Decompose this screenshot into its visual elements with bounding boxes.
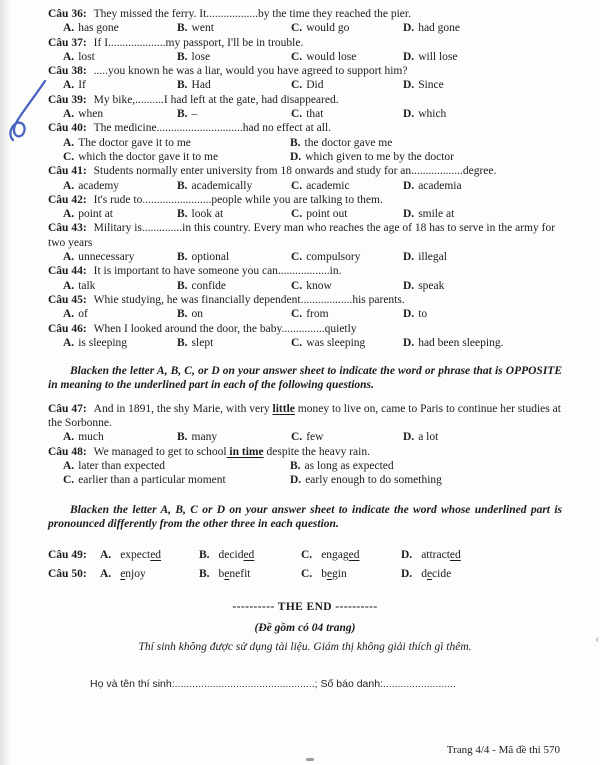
option-text: on [191, 308, 204, 321]
option-text: d [421, 567, 427, 580]
option-text: point out [306, 208, 348, 221]
option-letter: C. [291, 79, 303, 92]
answer-option [63, 107, 177, 121]
option-letter: C. [291, 279, 303, 292]
option-letter: B. [177, 431, 188, 444]
option-letter: C. [291, 431, 303, 444]
option-text: will lose [418, 50, 458, 63]
option-letter: C. [301, 567, 313, 580]
option-text: later than expected [78, 459, 166, 472]
answer-option [403, 279, 562, 293]
answer-option [403, 78, 562, 92]
question-sentence [94, 8, 411, 20]
question-sentence [94, 446, 370, 458]
option-letter: C. [63, 150, 75, 163]
answer-option [291, 78, 403, 92]
option-letter: B. [177, 79, 188, 92]
underlined-term: little [272, 402, 295, 415]
answer-option [177, 207, 291, 221]
option-letter: B. [177, 251, 188, 264]
answer-option [177, 279, 291, 293]
page-number-and-code: Trang 4/4 - Mã đề thi 570 [446, 744, 560, 756]
option-letter: B. [290, 459, 301, 472]
answer-option [291, 107, 403, 121]
option-text: had been sleeping. [418, 336, 504, 349]
answer-option [177, 336, 291, 350]
option-letter: A. [63, 50, 75, 63]
option-text: as long as expected [304, 459, 394, 472]
question-stem [48, 445, 562, 459]
option-letter: C. [291, 208, 303, 221]
question-text: My bike,..........I had left at the gate, had disappeared. [93, 93, 339, 106]
option-letter: A. [63, 136, 75, 149]
option-underlined-part: e [224, 567, 230, 580]
question-sentence [94, 65, 408, 77]
question-stem [48, 93, 562, 107]
question-text: Students normally enter university from 18 onwards and study for an..................degree. [93, 165, 497, 178]
option-text: Since [418, 79, 444, 92]
option-text-after: gin [332, 567, 347, 580]
question-sentence [94, 165, 497, 177]
answer-option [177, 21, 291, 35]
question [48, 7, 562, 36]
options-row [48, 250, 562, 264]
answer-option [291, 336, 403, 350]
answer-option [403, 307, 562, 321]
question [48, 64, 562, 93]
option-text-after: nefit [229, 567, 251, 580]
option-text: would lose [306, 50, 357, 63]
option-letter: D. [403, 22, 415, 35]
options-row [48, 279, 562, 293]
option-text-after: njoy [125, 567, 146, 580]
answer-option [401, 565, 562, 584]
option-letter: C. [291, 179, 303, 192]
question [48, 293, 562, 322]
answer-option [291, 21, 403, 35]
option-letter: C. [291, 50, 303, 63]
question-number: Câu 37: [48, 36, 87, 49]
question-number: Câu 45: [48, 293, 87, 306]
option-text: many [191, 431, 218, 444]
option-text: engag [321, 549, 349, 562]
option-letter: A. [63, 336, 75, 349]
option-text: academia [418, 179, 462, 192]
question-block-36-46 [48, 7, 562, 350]
option-letter: D. [403, 79, 415, 92]
option-letter: A. [63, 208, 75, 221]
exam-rules-note: Thí sinh không được sử dụng tài liệu. Giám thị không giải thích gì thêm. [138, 640, 472, 653]
option-text: b [321, 567, 327, 580]
option-letter: A. [100, 567, 112, 580]
question [48, 221, 562, 264]
section-instruction-pronunciation: Blacken the letter A, B, C or D on your answer sheet to indicate the word whose underlined part is pronounced differently from the other three in each question. [48, 503, 562, 530]
question-stem [48, 193, 562, 207]
option-letter: A. [63, 108, 75, 121]
options-row [48, 78, 562, 92]
option-text: If [78, 79, 86, 92]
option-letter: C. [291, 22, 303, 35]
option-letter: B. [177, 208, 188, 221]
option-text: look at [191, 208, 224, 221]
option-text: few [306, 431, 324, 444]
option-letter: C. [63, 474, 75, 487]
question-stem [48, 221, 562, 250]
option-text: optional [191, 251, 230, 264]
question [48, 264, 562, 293]
answer-option [199, 565, 301, 584]
question-block-47-48 [48, 402, 562, 488]
answer-option [291, 207, 403, 221]
question-text: And in 1891, the shy Marie, with very [93, 402, 273, 415]
answer-option [63, 21, 177, 35]
question-text-after: despite the heavy rain. [263, 445, 370, 458]
answer-option [291, 250, 403, 264]
question-stem [48, 293, 562, 307]
question-text: The medicine..............................had no effect at all. [93, 122, 332, 135]
option-letter: A. [63, 79, 75, 92]
scan-speck [306, 758, 314, 761]
option-text: compulsory [306, 251, 361, 264]
question-stem [48, 264, 562, 278]
answer-option [403, 50, 562, 64]
option-text: that [306, 108, 324, 121]
option-letter: B. [199, 549, 210, 562]
question-text: Whie studying, he was financially dependent..................his parents. [93, 293, 405, 306]
question-text: Military is..............in this country. Every man who reaches the age of 18 has to serve in the army for two years [48, 222, 556, 249]
question-sentence [48, 403, 561, 429]
answer-option [199, 546, 301, 565]
option-letter: A. [63, 22, 75, 35]
option-text: academically [191, 179, 253, 192]
option-letter: B. [177, 279, 188, 292]
option-text: had gone [418, 22, 461, 35]
option-letter: D. [403, 208, 415, 221]
pages-count-note: (Đề gồm có 04 trang) [254, 622, 356, 635]
question-stem [48, 36, 562, 50]
answer-option [403, 107, 562, 121]
option-text: academic [306, 179, 350, 192]
question-number: Câu 47: [48, 402, 87, 415]
option-underlined-part: ed [348, 549, 360, 562]
question-stem [48, 64, 562, 78]
option-text: academy [78, 179, 120, 192]
question-number: Câu 46: [48, 322, 87, 335]
option-letter: D. [403, 279, 415, 292]
answer-option [403, 430, 562, 444]
answer-option [63, 150, 290, 164]
answer-option [177, 430, 291, 444]
question-number: Câu 48: [48, 445, 87, 458]
option-underlined-part: e [426, 567, 433, 580]
answer-option [177, 107, 291, 121]
option-letter: B. [290, 136, 301, 149]
option-text: is sleeping [78, 336, 128, 349]
option-text: the doctor gave me [304, 136, 393, 149]
question [48, 93, 562, 122]
option-text: confide [191, 279, 227, 292]
answer-option [177, 307, 291, 321]
options-row [48, 136, 562, 165]
answer-option [403, 336, 562, 350]
question-sentence [94, 37, 304, 49]
question-text-after: money to live on, came to Paris to continue her studies at the Sorbonne. [48, 402, 561, 430]
option-text: much [78, 431, 104, 444]
question [48, 322, 562, 351]
answer-option [401, 546, 562, 565]
question-number: Câu 50: [48, 567, 87, 580]
question-number: Câu 36: [48, 8, 87, 20]
option-text: which given to me by the doctor [305, 150, 455, 163]
option-text: slept [191, 336, 214, 349]
answer-option [63, 78, 177, 92]
option-text: b [218, 567, 225, 580]
question-number: Câu 43: [48, 222, 87, 235]
option-letter: C. [291, 251, 303, 264]
option-underlined-part: ed [449, 549, 461, 562]
option-text: The doctor gave it to me [78, 136, 191, 149]
answer-option [403, 207, 562, 221]
question-sentence [94, 122, 331, 134]
option-letter: A. [63, 179, 75, 192]
answer-option [63, 250, 177, 264]
option-letter: D. [403, 50, 415, 63]
candidate-name-line [90, 677, 562, 691]
option-letter: C. [291, 336, 303, 349]
question-sentence [48, 222, 555, 248]
answer-option [403, 250, 562, 264]
answer-option [63, 336, 177, 350]
answer-option [63, 50, 177, 64]
options-row [48, 207, 562, 221]
underlined-term: in time [226, 445, 264, 458]
question-text: If I....................my passport, I'll be in trouble. [93, 36, 304, 49]
answer-option [63, 473, 290, 487]
options-row [48, 336, 562, 350]
answer-option [177, 250, 291, 264]
option-text: lose [191, 50, 211, 63]
options-row [48, 179, 562, 193]
question [48, 121, 562, 164]
option-text: expect [120, 549, 151, 562]
question-sentence [94, 323, 357, 335]
option-text: when [78, 108, 104, 121]
option-text: to [418, 308, 428, 321]
question-number: Câu 44: [48, 265, 87, 278]
option-text: which the doctor gave it to me [78, 150, 219, 163]
option-letter: D. [403, 108, 415, 121]
option-letter: D. [401, 567, 413, 580]
question-number: Câu 49: [48, 549, 87, 562]
question-stem [48, 121, 562, 135]
question-number: Câu 39: [48, 93, 87, 106]
question-number: Câu 40: [48, 122, 87, 135]
question-stem [48, 322, 562, 336]
question [48, 445, 562, 488]
question [48, 193, 562, 222]
option-text: smile at [418, 208, 455, 221]
answer-option [301, 565, 401, 584]
option-underlined-part: e [326, 567, 333, 580]
option-letter: D. [403, 336, 415, 349]
option-letter: B. [177, 108, 188, 121]
option-text: of [78, 308, 88, 321]
question-row [48, 546, 562, 565]
question-row [48, 565, 562, 584]
answer-option [63, 207, 177, 221]
question-stem [48, 7, 562, 21]
option-text: illegal [418, 251, 447, 264]
question-text: They missed the ferry. It..................by the time they reached the pier. [93, 8, 411, 20]
question-text: When I looked around the door, the baby...............quietly [93, 322, 357, 335]
option-letter: C. [291, 308, 303, 321]
option-letter: B. [177, 179, 188, 192]
question-text: .....you known he was a liar, would you have agreed to support him? [93, 65, 408, 78]
option-letter: A. [100, 549, 112, 562]
option-underlined-part: ed [150, 549, 162, 562]
option-text: went [191, 22, 214, 35]
option-text: attract [421, 549, 450, 562]
option-letter: B. [177, 22, 188, 35]
answer-option [177, 179, 291, 193]
option-letter: B. [199, 567, 210, 580]
question-number: Câu 42: [48, 193, 87, 206]
answer-option [291, 50, 403, 64]
option-text: point at [78, 208, 114, 221]
question-number: Câu 41: [48, 165, 87, 178]
option-underlined-part: ed [243, 549, 255, 562]
options-row [48, 50, 562, 64]
option-text: earlier than a particular moment [78, 474, 226, 487]
option-underlined-part: e [120, 567, 126, 580]
option-letter: C. [301, 549, 313, 562]
question-text: It is important to have someone you can..................in. [93, 265, 342, 278]
option-letter: D. [403, 179, 415, 192]
option-letter: A. [63, 308, 75, 321]
scan-speck: ‹ [595, 634, 599, 646]
answer-option [63, 459, 290, 473]
candidate-name-dotted-line: ................................................ [174, 677, 315, 690]
option-letter: B. [177, 336, 188, 349]
section-instruction-opposite: Blacken the letter A, B, C, or D on your answer sheet to indicate the word or phrase that is OPPOSITE in meaning to the underlined part in each of the following questions. [48, 365, 562, 392]
option-letter: B. [177, 308, 188, 321]
option-text: – [191, 108, 198, 121]
option-letter: D. [403, 308, 415, 321]
answer-option [291, 279, 403, 293]
answer-option [301, 546, 401, 565]
option-text: know [306, 279, 332, 292]
option-text-after: cide [432, 567, 452, 580]
option-text: speak [418, 279, 445, 292]
option-text: decid [218, 549, 244, 562]
option-letter: A. [63, 251, 75, 264]
option-text: a lot [418, 431, 439, 444]
answer-option [290, 136, 562, 150]
options-row [48, 107, 562, 121]
answer-option [291, 430, 403, 444]
question-block-49-50 [48, 546, 562, 583]
options-row [48, 430, 562, 444]
question-text: It's rude to........................people while you are talking to them. [93, 193, 383, 206]
the-end-line: ---------- THE END ---------- [232, 601, 378, 614]
answer-option [403, 21, 562, 35]
answer-option [290, 473, 562, 487]
option-text: Had [191, 79, 211, 92]
answer-option [63, 430, 177, 444]
answer-option [63, 179, 177, 193]
question-sentence [94, 94, 339, 106]
answer-option [100, 546, 199, 565]
question-sentence [94, 294, 405, 306]
question [48, 36, 562, 65]
option-letter: A. [63, 431, 75, 444]
option-text: early enough to do something [305, 474, 442, 487]
option-text: unnecessary [78, 251, 135, 264]
question-sentence [94, 265, 342, 277]
option-text: lost [78, 50, 95, 63]
answer-option [100, 565, 199, 584]
option-letter: D. [401, 549, 413, 562]
options-row [48, 459, 562, 488]
option-letter: D. [290, 150, 302, 163]
answer-option [63, 136, 290, 150]
question-stem [48, 164, 562, 178]
question-sentence [94, 194, 383, 206]
option-text: was sleeping [306, 336, 366, 349]
option-letter: A. [63, 459, 75, 472]
candidate-number-dotted-line: ......................... [382, 677, 456, 690]
question-number: Câu 38: [48, 65, 87, 78]
question [48, 164, 562, 193]
option-letter: A. [63, 279, 75, 292]
option-text: would go [306, 22, 350, 35]
answer-option [403, 179, 562, 193]
handwritten-checkmark [2, 80, 50, 142]
answer-option [177, 50, 291, 64]
answer-option [290, 459, 562, 473]
option-text: talk [78, 279, 96, 292]
answer-option [291, 179, 403, 193]
answer-option [290, 150, 562, 164]
options-row [48, 307, 562, 321]
option-letter: D. [403, 251, 415, 264]
answer-option [63, 307, 177, 321]
option-text: Did [306, 79, 324, 92]
option-text: from [306, 308, 329, 321]
answer-option [291, 307, 403, 321]
option-text: which [418, 108, 447, 121]
question [48, 402, 562, 445]
candidate-name-label: Họ và tên thí sinh: [90, 677, 175, 690]
option-letter: D. [290, 474, 302, 487]
question-stem [48, 402, 562, 431]
candidate-number-label: ; Số báo danh: [314, 677, 383, 690]
options-row [48, 21, 562, 35]
question-text: We managed to get to school [93, 445, 227, 458]
answer-option [63, 279, 177, 293]
option-letter: B. [177, 50, 188, 63]
option-text: has gone [78, 22, 119, 35]
answer-option [177, 78, 291, 92]
option-letter: C. [291, 108, 303, 121]
option-letter: D. [403, 431, 415, 444]
